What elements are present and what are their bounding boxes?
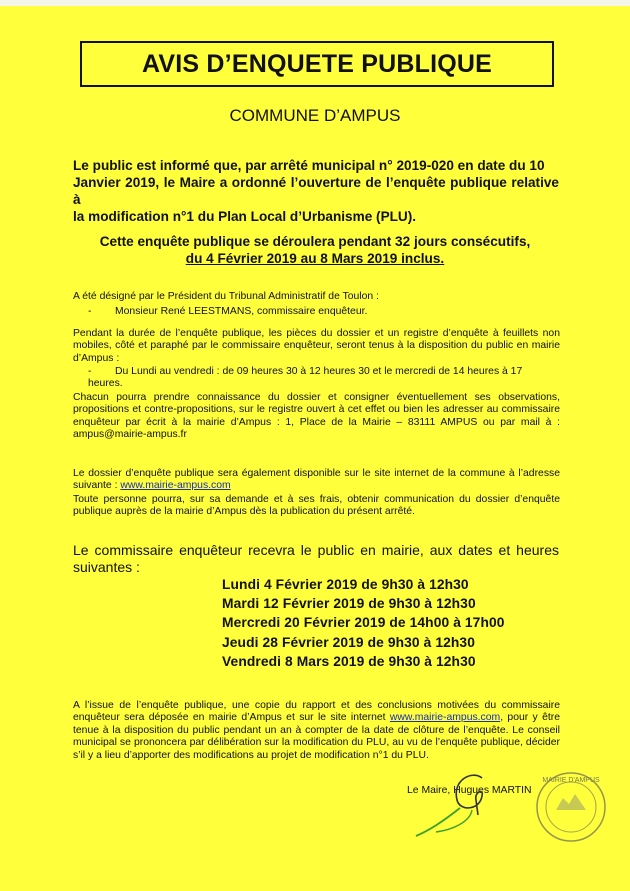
website-paragraph bbox=[73, 468, 560, 493]
intro-line: Janvier 2019, le Maire a ordonné l’ouverture de l’enquête publique relative à bbox=[73, 175, 559, 207]
duration-dates: du 4 Février 2019 au 8 Mars 2019 inclus. bbox=[185, 251, 445, 266]
reception-dates bbox=[222, 575, 505, 671]
date-item: Mardi 12 Février 2019 de 9h30 à 12h30 bbox=[222, 596, 476, 612]
duration-line: Cette enquête publique se déroulera pendant 32 jours consécutifs, bbox=[99, 234, 531, 249]
observations-text: Chacun pourra prendre connaissance du dossier et consigner éventuellement ses observations, propositions et contre-propositions, sur le registre ouvert à cet effet ou bien les adresser au commissaire enquêteur par écrit à la mairie d’Ampus : 1, Place de la Mairie – 83111 AMPUS ou par mail à : bbox=[73, 392, 560, 428]
closing-text-end: , pour y être tenue à la disposition du public pendant un an à compter de la date de clôture de l’enquête. Le conseil municipal se prononcera par délibération sur la modification du PLU, au vu de l’enquête publique, décider s’il y a lieu d’apporter des modifications au projet de modification n°1 du PLU. bbox=[73, 712, 560, 761]
observations-paragraph bbox=[73, 392, 560, 442]
mayor-signature-line: Le Maire, Hugues MARTIN bbox=[407, 785, 532, 796]
website-link[interactable]: www.mairie-ampus.com bbox=[120, 480, 231, 492]
date-item: Jeudi 28 Février 2019 de 9h30 à 12h30 bbox=[222, 634, 475, 650]
hours-text: Du Lundi au vendredi : de 09 heures 30 à 12 heures 30 et le mercredi de 14 heures à 17 heures. bbox=[88, 366, 523, 390]
bullet-dash: - bbox=[88, 366, 92, 377]
designation-text: A été désigné par le Président du Tribunal Administratif de Toulon : bbox=[73, 291, 379, 302]
commissioner-text: Monsieur René LEESTMANS, commissaire enquêteur. bbox=[115, 306, 368, 317]
intro-paragraph bbox=[73, 157, 559, 225]
closing-text: A l’issue de l’enquête publique, une copie du rapport et des conclusions motivées du commissaire enquêteur sera déposée en mairie d’Ampus et sur le site internet bbox=[73, 700, 560, 724]
duration-heading bbox=[60, 233, 570, 267]
handwritten-signature bbox=[412, 770, 532, 840]
notice-title: AVIS D’ENQUETE PUBLIQUE bbox=[141, 49, 492, 78]
hours-item bbox=[88, 366, 558, 391]
closing-website-link[interactable]: www.mairie-ampus.com bbox=[389, 712, 501, 724]
date-item: Lundi 4 Février 2019 de 9h30 à 12h30 bbox=[222, 577, 469, 592]
commune-name: COMMUNE D’AMPUS bbox=[229, 106, 401, 125]
official-stamp bbox=[532, 768, 610, 846]
title-box bbox=[80, 41, 554, 87]
duration-paragraph: Pendant la durée de l’enquête publique, les pièces du dossier et un registre d’enquête à feuillets non mobiles, côté et paraphé par le commissaire enquêteur, seront tenus à la disposition du public en mairie d’Ampus : bbox=[73, 328, 560, 364]
intro-line: Le public est informé que, par arrêté municipal n° 2019-020 en date du 10 bbox=[73, 158, 545, 173]
date-item: Mercredi 20 Février 2019 de 14h00 à 17h00 bbox=[222, 615, 505, 631]
scan-edge bbox=[0, 0, 630, 6]
stamp-text: MAIRIE D'AMPUS bbox=[542, 777, 600, 784]
bullet-dash: - bbox=[88, 306, 92, 317]
closing-paragraph bbox=[73, 700, 560, 762]
commissioner-item bbox=[88, 306, 558, 318]
communication-paragraph: Toute personne pourra, sur sa demande et à ses frais, obtenir communication du dossier d’enquête publique auprès de la mairie d’Ampus dès la publication du présent arrêté. bbox=[73, 494, 560, 518]
intro-line: la modification n°1 du Plan Local d’Urbanisme (PLU). bbox=[73, 209, 417, 224]
reception-paragraph: Le commissaire enquêteur recevra le public en mairie, aux dates et heures suivantes : bbox=[73, 542, 559, 575]
website-intro-text: Le dossier d’enquête publique sera également disponible sur le site internet de la commune à l’adresse suivante : bbox=[73, 468, 560, 492]
contact-email[interactable]: ampus@mairie-ampus.fr bbox=[73, 429, 187, 441]
date-item: Vendredi 8 Mars 2019 de 9h30 à 12h30 bbox=[222, 653, 476, 669]
